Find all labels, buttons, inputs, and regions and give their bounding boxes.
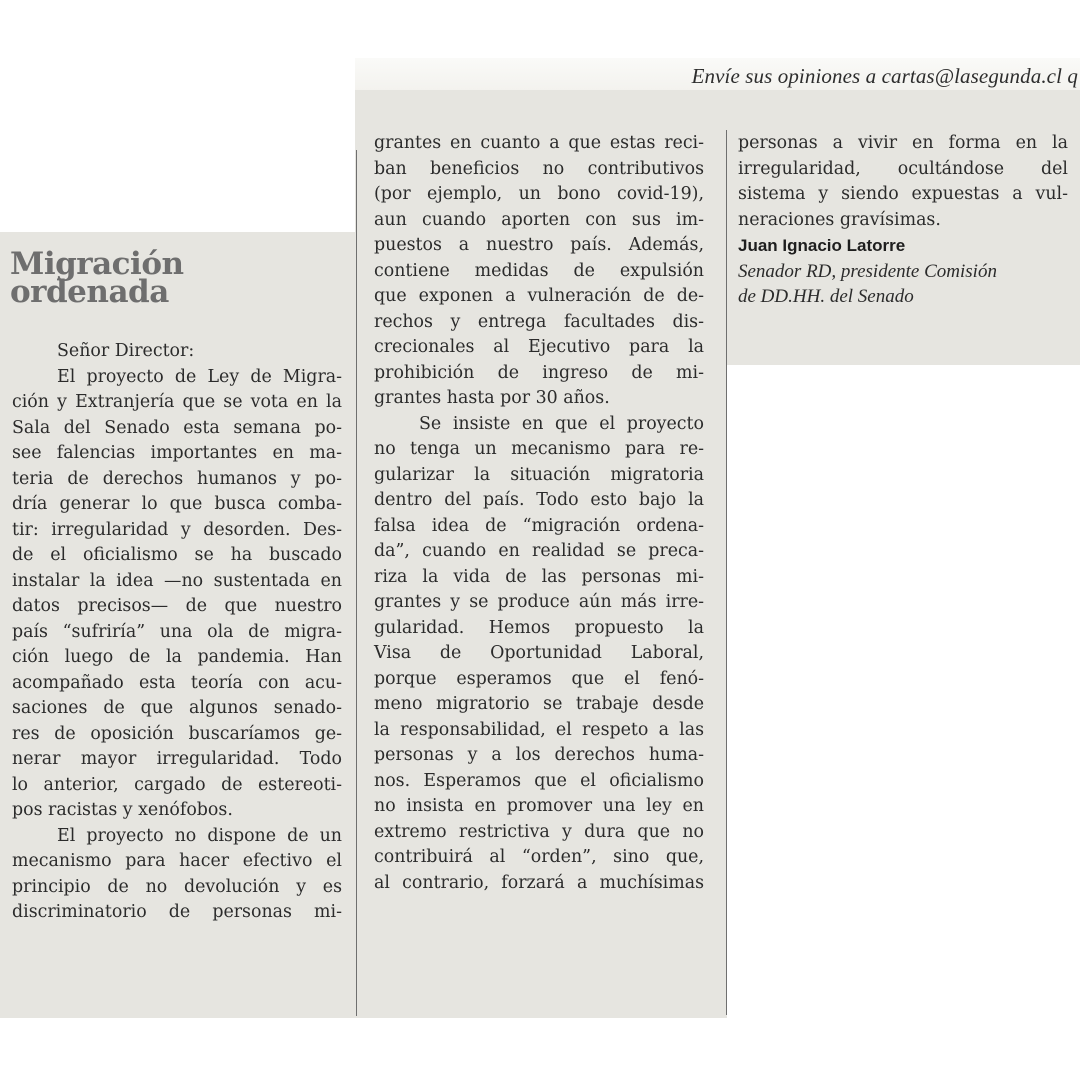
body-line: la responsabilidad, el respeto a las (374, 719, 704, 740)
body-line: contiene medidas de expulsión (374, 260, 704, 281)
body-line: Se insiste en que el proyecto (419, 413, 704, 434)
body-line: nerar mayor irregularidad. Todo (12, 749, 342, 769)
body-line: irregularidad, ocultándose del (738, 158, 1068, 179)
body-line: da”, cuando en realidad se preca- (374, 541, 704, 561)
body-line: meno migratorio se trabaje desde (374, 694, 704, 714)
body-line: Sala del Senado esta semana po- (12, 417, 342, 438)
body-line: crecionales al Ejecutivo para la (374, 337, 704, 357)
salutation: Señor Director: (57, 341, 195, 361)
body-line: no insista en promover una ley en (374, 796, 704, 816)
article-column-2 (374, 131, 704, 896)
body-line: falsa idea de “migración ordena- (374, 515, 704, 536)
body-line: ban beneficios no contributivos (374, 158, 704, 179)
body-line: Visa de Oportunidad Laboral, (374, 643, 704, 663)
body-line: res de oposición buscaríamos ge- (12, 723, 342, 744)
author-role-line-1: Senador RD, presidente Comisión (738, 260, 997, 282)
body-line: riza la vida de las personas mi- (374, 566, 704, 587)
body-line: see falencias importantes en ma- (12, 443, 342, 463)
column-divider-2 (726, 130, 727, 1015)
body-line: contribuirá al “orden”, sino que, (374, 847, 704, 867)
body-line: grantes hasta por 30 años. (374, 388, 610, 408)
article-column-1 (12, 339, 342, 926)
body-line: dría generar lo que busca comba- (12, 494, 342, 514)
body-line: dentro del país. Todo esto bajo la (374, 490, 704, 510)
body-line: lo anterior, cargado de estereoti- (12, 774, 342, 795)
article-column-3 (738, 131, 1068, 310)
body-line: discriminatorio de personas mi- (12, 902, 342, 922)
body-line: (por ejemplo, un bono covid-19), (374, 184, 704, 204)
body-line: extremo restrictiva y dura que no (374, 821, 704, 842)
body-line: grantes y se produce aún más irre- (374, 592, 704, 612)
author-name: Juan Ignacio Latorre (738, 236, 906, 255)
body-line: que exponen a vulneración de de- (374, 286, 704, 306)
body-line: aun cuando aporten con sus im- (374, 209, 704, 230)
body-line: personas y a los derechos huma- (374, 745, 704, 765)
body-line: mecanismo para hacer efectivo el (12, 851, 342, 871)
body-line: puestos a nuestro país. Además, (374, 235, 704, 255)
body-line: datos precisos— de que nuestro (12, 596, 342, 616)
body-line: saciones de que algunos senado- (12, 698, 342, 718)
body-line: instalar la idea —no sustentada en (12, 570, 342, 591)
body-line: teria de derechos humanos y po- (12, 468, 342, 489)
body-line: personas a vivir en forma en la (738, 133, 1068, 153)
submission-note: Envíe sus opiniones a cartas@lasegunda.cl q (691, 64, 1078, 88)
body-line: ción y Extranjería que se vota en la (12, 392, 342, 412)
body-line: gularizar la situación migratoria (374, 464, 704, 485)
body-line: nos. Esperamos que el oficialismo (374, 770, 704, 791)
body-line: gularidad. Hemos propuesto la (374, 617, 704, 638)
article-headline (10, 246, 184, 310)
body-line: El proyecto no dispone de un (57, 825, 342, 846)
headline-line-1: Migración (10, 246, 184, 282)
body-line: rechos y entrega facultades dis- (374, 311, 704, 332)
body-line: neraciones gravísimas. (738, 209, 941, 230)
body-line: porque esperamos que el fenó- (374, 668, 704, 689)
body-line: país “sufriría” una ola de migra- (12, 621, 342, 642)
author-role-line-2: de DD.HH. del Senado (738, 286, 914, 307)
body-line: sistema y siendo expuestas a vul- (738, 184, 1068, 204)
body-line: acompañado esta teoría con acu- (12, 672, 342, 693)
body-line: pos racistas y xenófobos. (12, 800, 233, 820)
body-line: principio de no devolución y es (12, 876, 342, 897)
body-line: ción luego de la pandemia. Han (12, 647, 342, 667)
submission-strip (355, 58, 1080, 91)
body-line: prohibición de ingreso de mi- (374, 362, 704, 383)
headline-line-2: ordenada (10, 274, 169, 310)
body-line: al contrario, forzará a muchísimas (374, 872, 704, 893)
body-line: tir: irregularidad y desorden. Des- (12, 519, 342, 540)
body-line: El proyecto de Ley de Migra- (57, 366, 342, 387)
body-line: grantes en cuanto a que estas reci- (374, 133, 704, 153)
column-divider-1 (356, 150, 357, 1016)
body-line: no tenga un mecanismo para re- (374, 439, 704, 459)
body-line: de el oficialismo se ha buscado (12, 545, 342, 565)
